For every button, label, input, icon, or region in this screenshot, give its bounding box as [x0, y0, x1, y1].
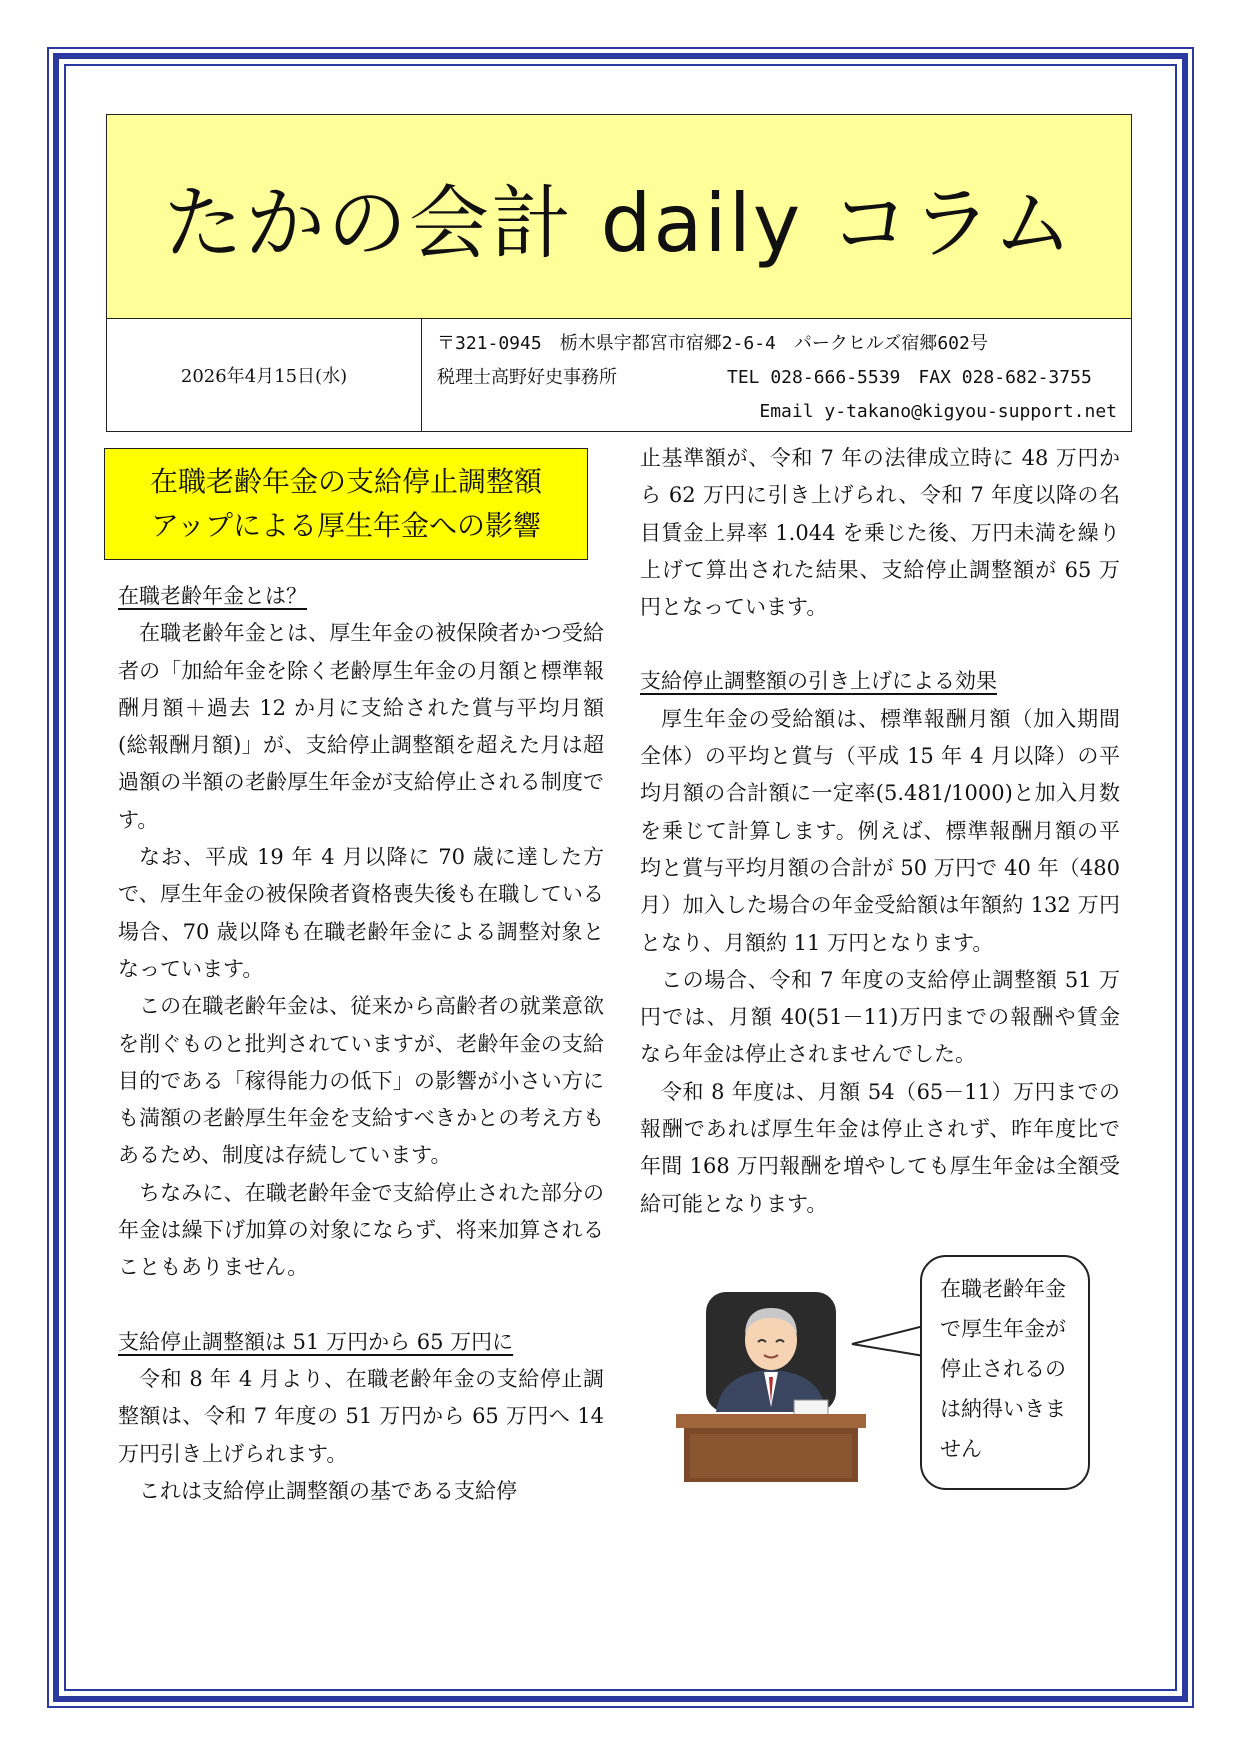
paragraph: この場合、令和 7 年度の支給停止調整額 51 万円では、月額 40(51－11)万円までの報酬や賃金なら年金は停止されませんでした。	[640, 967, 1120, 1067]
headline-line-2: アップによる厚生年金への影響	[150, 509, 542, 542]
bubble-line: で厚生年金が	[940, 1317, 1066, 1341]
nameplate-icon	[794, 1400, 828, 1416]
speech-bubble-tail	[850, 1322, 924, 1362]
desk-panel-icon	[690, 1434, 852, 1478]
section-heading: 支給停止調整額の引き上げによる効果	[640, 669, 997, 694]
section-heading: 支給停止調整額は 51 万円から 65 万円に	[118, 1329, 514, 1354]
article-column-right	[640, 440, 1120, 1223]
paragraph-continued: 止基準額が、令和 7 年の法律成立時に 48 万円から 62 万円に引き上げられ、令和 7 年度以降の名目賃金上昇率 1.044 を乗じた後、万円未満を繰り上げて算出された結果、支給停止調整額が 65 万円となっています。	[640, 446, 1120, 620]
headline-line-1: 在職老齢年金の支給停止調整額	[149, 465, 542, 498]
office-contact	[437, 327, 1117, 427]
businessman-at-desk-illustration	[676, 1282, 866, 1482]
office-email: Email y-takano@kigyou-support.net	[759, 401, 1117, 422]
office-tel-fax: TEL 028-666-5539 FAX 028-682-3755	[727, 367, 1092, 388]
bubble-line: せん	[940, 1437, 982, 1461]
paragraph: 厚生年金の受給額は、標準報酬月額（加入期間全体）の平均と賞与（平成 15 年 4 月以降）の平均月額の合計額に一定率(5.481/1000)と加入月数を乗じて計算します。例えば、標準報酬月額の平均と賞与平均月額の合計が 50 万円で 40 年（480 月）加入した場合の年金受給額は年額約 132 万円となり、月額約 11 万円となります。	[640, 706, 1120, 955]
paragraph: 令和 8 年 4 月より、在職老齢年金の支給停止調整額は、令和 7 年度の 51 万円から 65 万円へ 14 万円引き上げられます。	[118, 1366, 604, 1466]
paragraph: これは支給停止調整額の基である支給停	[139, 1478, 517, 1503]
issue-date: 2026年4月15日(水)	[107, 319, 422, 431]
article-column-left	[118, 578, 604, 1510]
paragraph: この在職老齢年金は、従来から高齢者の就業意欲を削ぐものと批判されていますが、老齢年金の支給目的である「稼得能力の低下」の影響が小さい方にも満額の老齢厚生年金を支給すべきかとの考え方もあるため、制度は存続しています。	[118, 994, 604, 1168]
newsletter-title: たかの会計 daily コラム	[163, 177, 1075, 270]
spacer	[118, 1287, 604, 1324]
office-name: 税理士高野好史事務所	[437, 367, 617, 388]
bubble-line: は納得いきま	[940, 1397, 1066, 1421]
office-address: 〒321-0945 栃木県宇都宮市宿郷2-6-4 パークヒルズ宿郷602号	[437, 333, 988, 354]
desk-top-icon	[676, 1414, 866, 1428]
speech-bubble	[920, 1255, 1090, 1490]
paragraph: なお、平成 19 年 4 月以降に 70 歳に達した方で、厚生年金の被保険者資格喪失後も在職している場合、70 歳以降も在職老齢年金による調整対象となっています。	[118, 845, 604, 981]
spacer	[640, 626, 1120, 663]
newsletter-header	[106, 114, 1132, 432]
office-line	[437, 361, 1117, 395]
article-headline	[104, 448, 588, 560]
bubble-line: 停止されるの	[940, 1357, 1066, 1381]
bubble-line: 在職老齢年金	[940, 1277, 1066, 1301]
section-heading: 在職老齢年金とは？	[118, 584, 307, 608]
paragraph: 令和 8 年度は、月額 54（65－11）万円までの報酬であれば厚生年金は停止されず、昨年度比で年間 168 万円報酬を増やしても厚生年金は全額受給可能となります。	[640, 1079, 1120, 1216]
paragraph: ちなみに、在職老齢年金で支給停止された部分の年金は繰下げ加算の対象にならず、将来加算されることもありません。	[118, 1180, 604, 1280]
paragraph: 在職老齢年金とは、厚生年金の被保険者かつ受給者の「加給年金を除く老齢厚生年金の月額と標準報酬月額＋過去 12 か月に支給された賞与平均月額(総報酬月額)」が、支給停止調整額を超えた月は超過額の半額の老齢厚生年金が支給停止される制度です。	[118, 621, 604, 832]
title-box	[107, 115, 1131, 319]
